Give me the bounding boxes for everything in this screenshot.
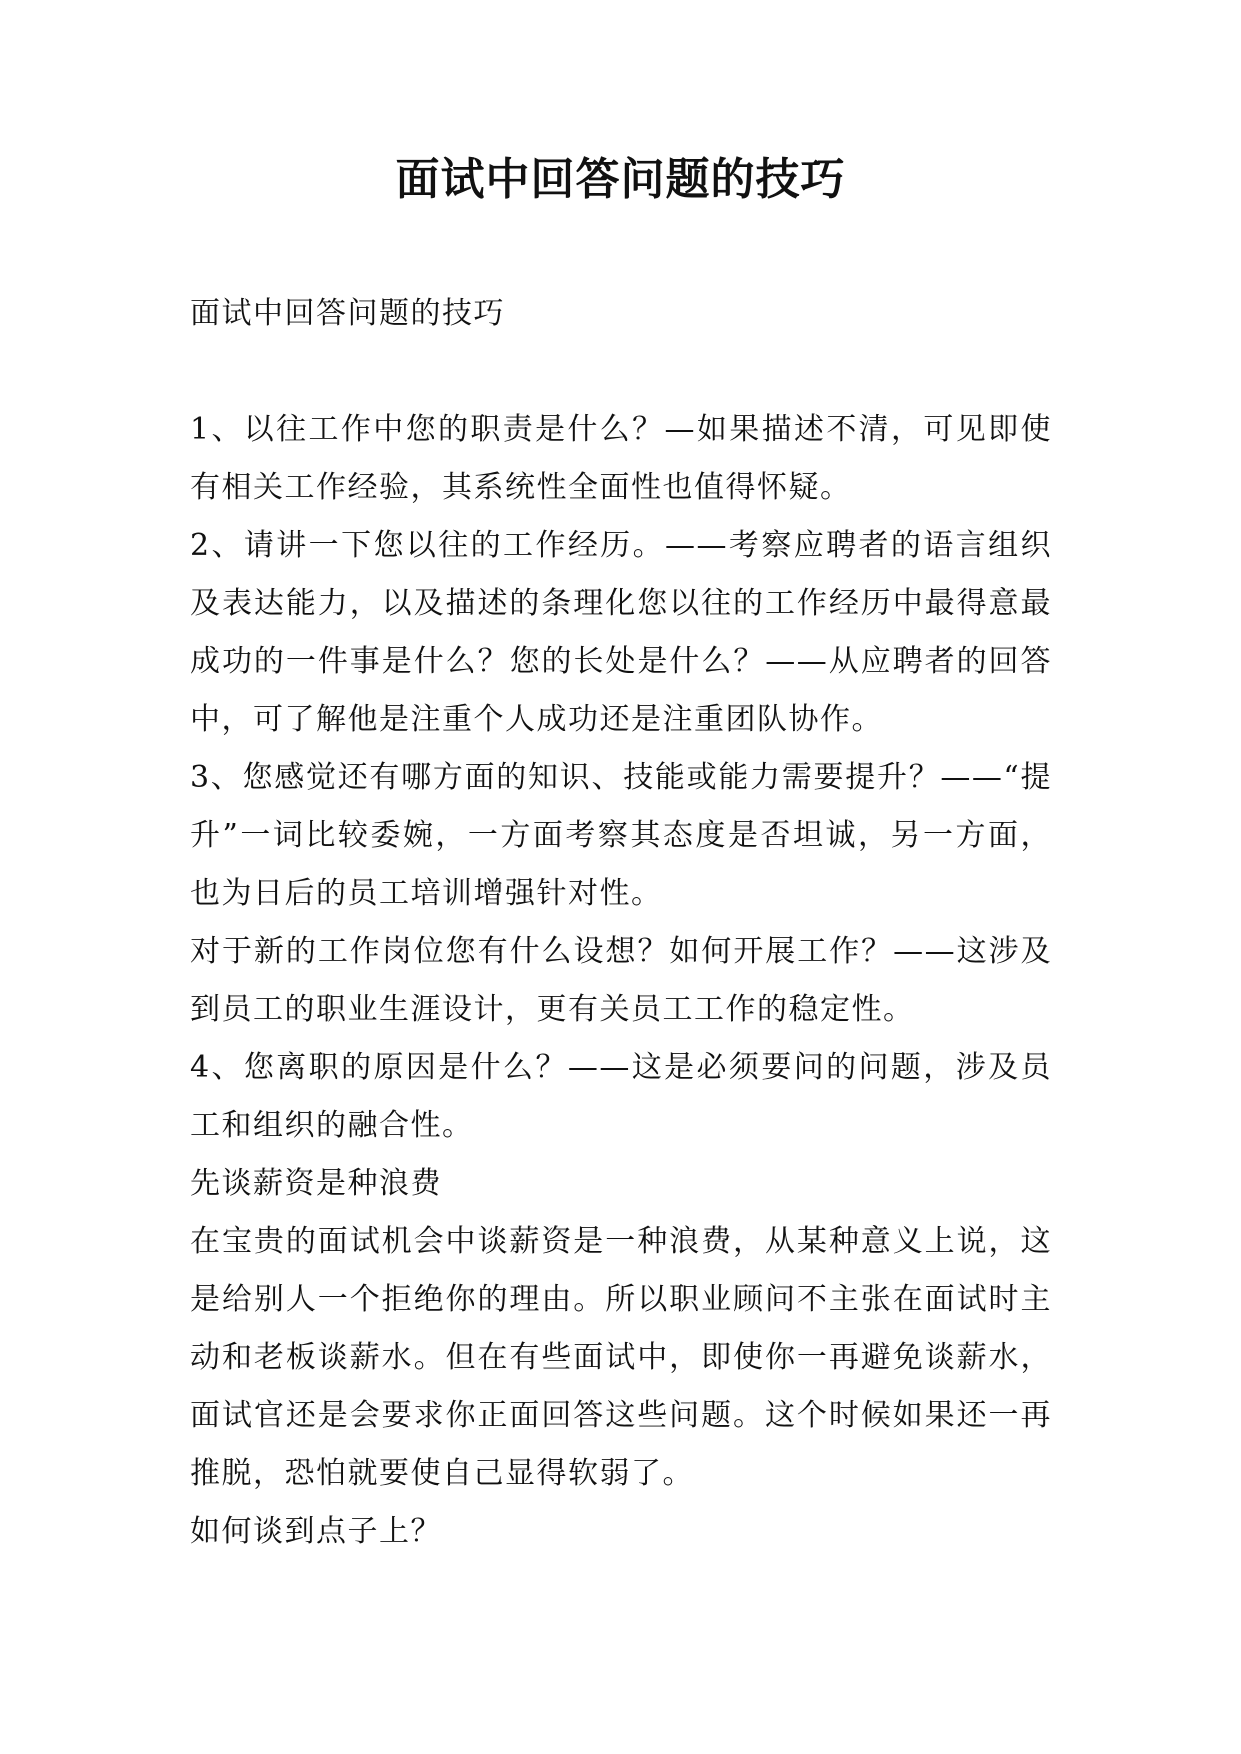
- document-body: [190, 285, 1052, 1561]
- section-heading-salary: 先谈薪资是种浪费: [190, 1166, 442, 1201]
- document-title: 面试中回答问题的技巧: [395, 154, 846, 205]
- section-heading-key-points: 如何谈到点子上？: [190, 1514, 442, 1549]
- document-subtitle: 面试中回答问题的技巧: [190, 296, 505, 331]
- paragraph-new-position: 对于新的工作岗位您有什么设想？如何开展工作？——这涉及到员工的职业生涯设计，更有关员工工作的稳定性。: [190, 934, 1052, 1027]
- paragraph-salary: 在宝贵的面试机会中谈薪资是一种浪费，从某种意义上说，这是给别人一个拒绝你的理由。所以职业顾问不主张在面试时主动和老板谈薪水。但在有些面试中，即使你一再避免谈薪水，面试官还是会要求你正面回答这些问题。这个时候如果还一再推脱，恐怕就要使自己显得软弱了。: [190, 1224, 1052, 1491]
- paragraph-question-4: 4、您离职的原因是什么？——这是必须要问的问题，涉及员工和组织的融合性。: [190, 1050, 1052, 1143]
- paragraph-question-2: 2、请讲一下您以往的工作经历。——考察应聘者的语言组织及表达能力，以及描述的条理化您以往的工作经历中最得意最成功的一件事是什么？您的长处是什么？——从应聘者的回答中，可了解他是注重个人成功还是注重团队协作。: [190, 528, 1052, 737]
- paragraph-question-1: 1、以往工作中您的职责是什么？—如果描述不清，可见即使有相关工作经验，其系统性全面性也值得怀疑。: [190, 412, 1052, 505]
- paragraph-question-3: 3、您感觉还有哪方面的知识、技能或能力需要提升？——“提升”一词比较委婉，一方面考察其态度是否坦诚，另一方面，也为日后的员工培训增强针对性。: [190, 760, 1052, 911]
